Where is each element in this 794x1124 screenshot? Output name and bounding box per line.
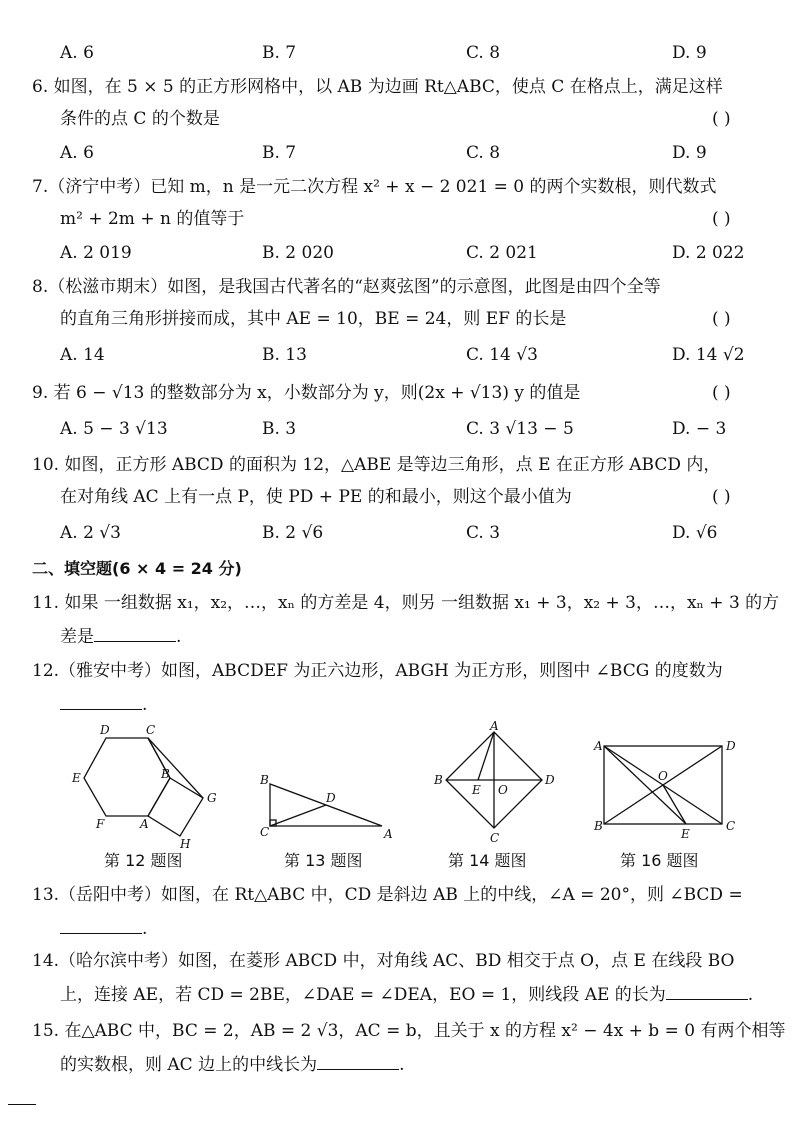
label-a: A [140, 817, 149, 831]
q10-line1: 10. 如图，正方形 ABCD 的面积为 12，△ABE 是等边三角形，点 E 在正方形 ABCD 内， [32, 455, 721, 475]
label-d: D [326, 791, 336, 805]
label-c: C [146, 723, 156, 737]
label-b: B [161, 767, 170, 781]
answer-blank[interactable] [94, 623, 176, 642]
q6-options [0, 138, 794, 168]
answer-blank[interactable] [317, 1051, 399, 1070]
q13-line1: 13.（岳阳中考）如图，在 Rt△ABC 中，CD 是斜边 AB 上的中线，∠A = 20°，则 ∠BCD = [32, 885, 743, 905]
label-a: A [594, 739, 603, 753]
label-e: E [681, 827, 690, 841]
q14-line2: 上，连接 AE，若 CD = 2BE，∠DAE = ∠DEA，EO = 1，则线段 AE 的长为 . [0, 980, 794, 1010]
q14-line1: 14.（哈尔滨中考）如图，在菱形 ABCD 中，对角线 AC、BD 相交于点 O，点 E 在线段 BO [32, 951, 735, 971]
label-c: C [726, 819, 736, 833]
label-a: A [490, 719, 499, 733]
option-d: D. 9 [672, 143, 707, 163]
figures-row [0, 718, 794, 848]
q15-line1: 15. 在△ABC 中，BC = 2，AB = 2 √3，AC = b，且关于 x 的方程 x² − 4x + b = 0 有两个相等 [32, 1021, 786, 1041]
label-g: G [207, 791, 217, 805]
fig14-caption: 第 14 题图 [448, 851, 527, 870]
answer-blank[interactable] [60, 691, 142, 710]
answer-bracket: ( ) [712, 309, 731, 329]
option-a: A. 2 √3 [60, 523, 121, 543]
q7-line2: m² + 2m + n 的值等于 ( ) [0, 204, 794, 234]
label-c: C [260, 825, 270, 839]
q9-options [0, 414, 794, 444]
label-o: O [658, 769, 668, 783]
label-a: A [384, 827, 393, 841]
option-c: C. 8 [466, 43, 501, 63]
option-d: D. √6 [672, 523, 718, 543]
answer-bracket: ( ) [712, 109, 731, 129]
answer-blank[interactable] [60, 915, 142, 934]
option-b: B. 7 [262, 43, 297, 63]
fig12-caption: 第 12 题图 [104, 851, 183, 870]
label-c: C [490, 831, 500, 845]
section-heading: 二、填空题(6 × 4 = 24 分) [32, 559, 242, 578]
q8-line2: 的直角三角形拼接而成，其中 AE = 10，BE = 24，则 EF 的长是 ( ) [0, 304, 794, 334]
label-b: B [260, 773, 269, 787]
option-a: A. 14 [60, 345, 105, 365]
label-b: B [594, 819, 603, 833]
q6-line1: 6. 如图，在 5 × 5 的正方形网格中，以 AB 为边画 Rt△ABC，使点 C 在格点上，满足这样 [32, 77, 723, 97]
option-d: D. 9 [672, 43, 707, 63]
option-a: A. 6 [60, 143, 94, 163]
label-d: D [726, 739, 736, 753]
answer-bracket: ( ) [712, 383, 731, 403]
q11-line1: 11. 如果 一组数据 x₁，x₂，…，xₙ 的方差是 4，则另 一组数据 x₁ + 3，x₂ + 3，…，xₙ + 3 的方 [32, 593, 780, 613]
q10-options [0, 518, 794, 548]
q8-line1: 8.（松滋市期末）如图，是我国古代著名的“赵爽弦图”的示意图，此图是由四个全等 [32, 277, 661, 297]
q15-line2: 的实数根，则 AC 边上的中线长为 . [0, 1050, 794, 1080]
option-a: A. 5 − 3 √13 [60, 419, 168, 439]
fig13-caption: 第 13 题图 [284, 851, 363, 870]
option-b: B. 3 [262, 419, 297, 439]
label-d: D [545, 773, 555, 787]
label-h: H [180, 837, 191, 848]
fig16-caption: 第 16 题图 [620, 851, 699, 870]
q7-line1: 7.（济宁中考）已知 m，n 是一元二次方程 x² + x − 2 021 = 0 的两个实数根，则代数式 [32, 177, 717, 197]
option-a: A. 6 [60, 43, 94, 63]
option-b: B. 7 [262, 143, 297, 163]
answer-bracket: ( ) [712, 209, 731, 229]
option-a: A. 2 019 [60, 243, 132, 263]
q5-options [0, 38, 794, 68]
option-b: B. 13 [262, 345, 307, 365]
q9-line1: 9. 若 6 − √13 的整数部分为 x，小数部分为 y，则(2x + √13) y 的值是 ( ) [0, 378, 794, 408]
option-c: C. 14 √3 [466, 345, 538, 365]
q8-options [0, 340, 794, 370]
q12-line1: 12.（雅安中考）如图，ABCDEF 为正六边形，ABGH 为正方形，则图中 ∠BCG 的度数为 [32, 661, 723, 681]
option-d: D. 14 √2 [672, 345, 745, 365]
option-c: C. 3 √13 − 5 [466, 419, 574, 439]
option-d: D. − 3 [672, 419, 727, 439]
q7-options [0, 238, 794, 268]
option-c: C. 2 021 [466, 243, 538, 263]
label-f: F [96, 817, 105, 831]
answer-bracket: ( ) [712, 487, 731, 507]
option-d: D. 2 022 [672, 243, 745, 263]
label-e: E [472, 783, 481, 797]
q6-line2: 条件的点 C 的个数是 ( ) [0, 104, 794, 134]
option-c: C. 8 [466, 143, 501, 163]
label-e: E [72, 771, 81, 785]
label-b: B [434, 773, 443, 787]
option-b: B. 2 √6 [262, 523, 324, 543]
q13-line2: . [0, 914, 794, 944]
answer-blank[interactable] [666, 981, 748, 1000]
fig14-diagram [446, 732, 542, 828]
label-o: O [498, 783, 508, 797]
option-b: B. 2 020 [262, 243, 334, 263]
q11-line2: 差是 . [0, 622, 794, 652]
option-c: C. 3 [466, 523, 501, 543]
footer-rule [8, 1104, 36, 1105]
q10-line2: 在对角线 AC 上有一点 P，使 PD + PE 的和最小，则这个最小值为 ( ) [0, 482, 794, 512]
q12-line2: . [0, 690, 794, 720]
fig16-diagram [604, 746, 722, 824]
label-d: D [100, 723, 110, 737]
